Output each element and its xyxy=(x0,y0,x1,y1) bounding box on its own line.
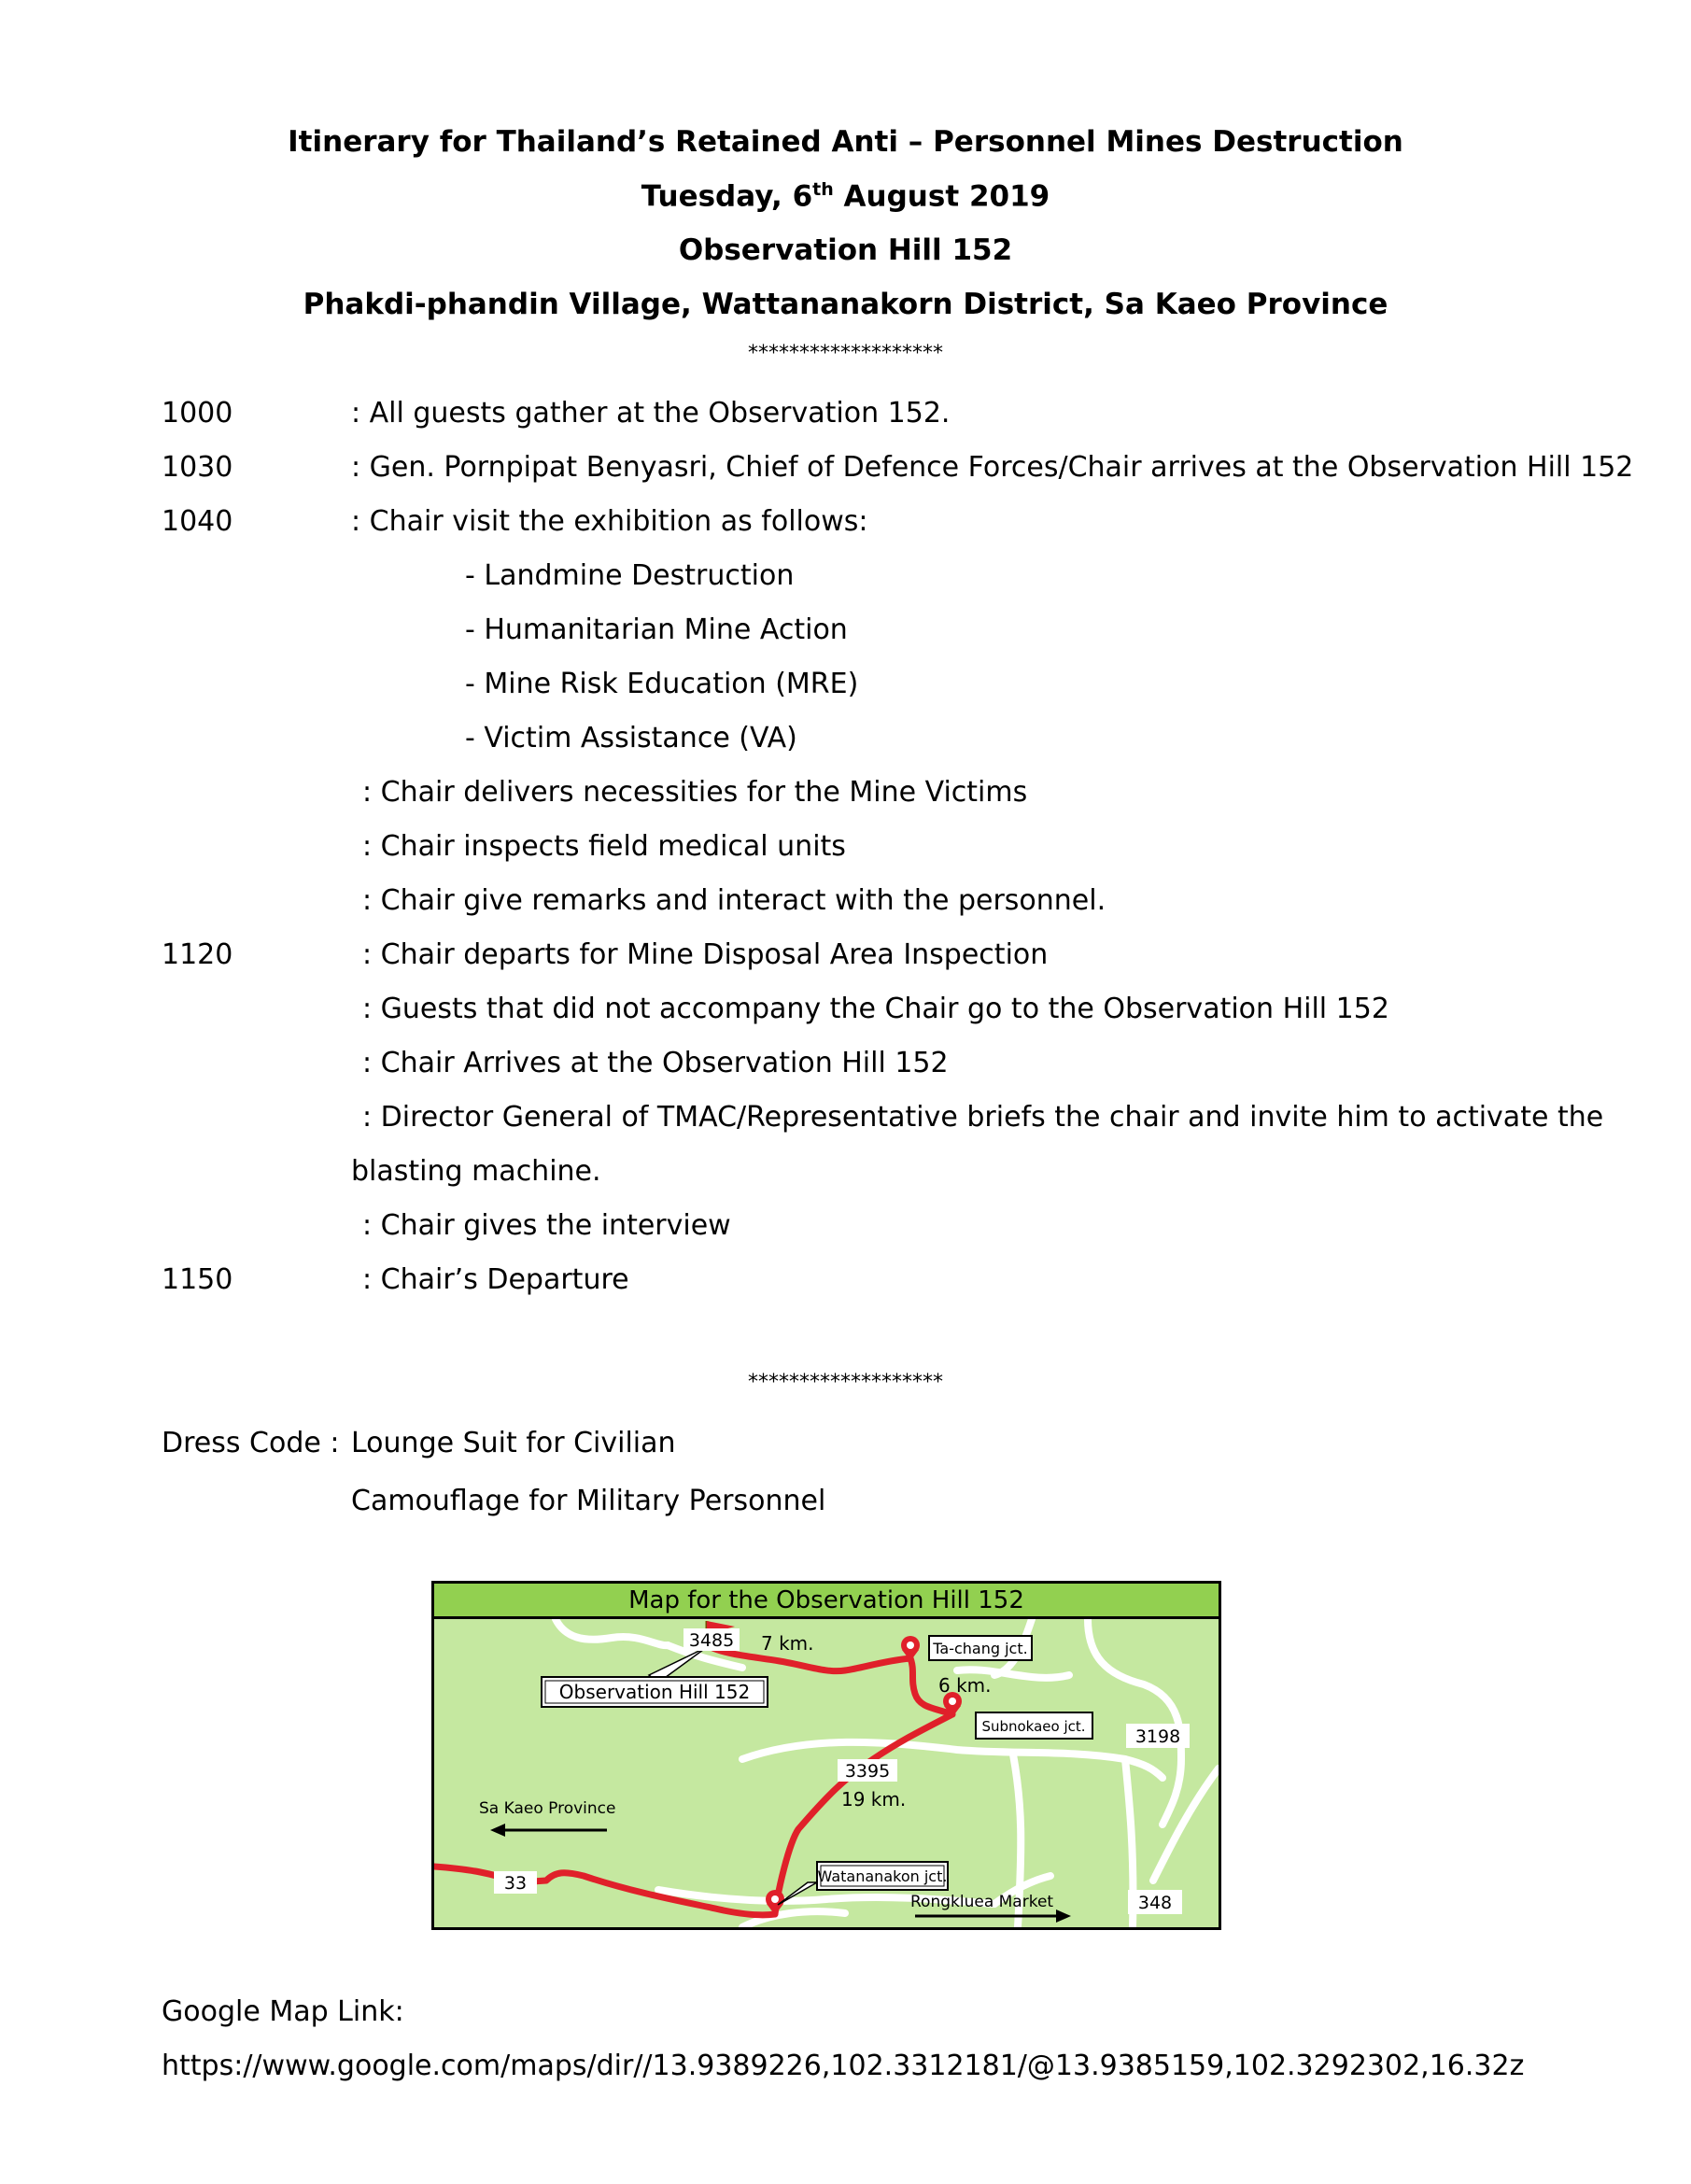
schedule-item: - Landmine Destruction xyxy=(465,559,795,592)
label-sa-kaeo: Sa Kaeo Province xyxy=(479,1799,616,1818)
svg-text:3395: 3395 xyxy=(844,1761,891,1782)
svg-text:Observation Hill 152: Observation Hill 152 xyxy=(558,1681,751,1703)
dress-code-civilian: Lounge Suit for Civilian xyxy=(351,1427,676,1459)
svg-text:Ta-chang jct.: Ta-chang jct. xyxy=(933,1640,1028,1657)
schedule-item: : Chair give remarks and interact with the personnel. xyxy=(362,884,1106,917)
schedule-item: : Chair delivers necessities for the Mine Victims xyxy=(362,776,1028,809)
document-title: Itinerary for Thailand’s Retained Anti – Personnel Mines Destruction xyxy=(288,125,1403,159)
schedule-item: : Gen. Pornpipat Benyasri, Chief of Defence Forces/Chair arrives at the Observation Hill 152 xyxy=(351,451,1634,484)
schedule-item: - Mine Risk Education (MRE) xyxy=(465,668,859,700)
schedule-time: 1030 xyxy=(162,451,233,484)
document-date: Tuesday, 6th August 2019 xyxy=(641,179,1050,214)
map-title: Map for the Observation Hill 152 xyxy=(434,1584,1219,1619)
document-location: Phakdi-phandin Village, Wattananakorn District, Sa Kaeo Province xyxy=(303,288,1388,321)
label-19km: 19 km. xyxy=(841,1788,907,1811)
schedule-item: : Chair gives the interview xyxy=(362,1209,731,1242)
schedule-item: : Chair’s Departure xyxy=(362,1263,629,1296)
schedule-item: : Chair departs for Mine Disposal Area Inspection xyxy=(362,938,1049,971)
schedule-item: : Chair visit the exhibition as follows: xyxy=(351,505,868,538)
separator-bottom: ******************* xyxy=(748,1371,943,1394)
svg-text:33: 33 xyxy=(503,1873,528,1894)
schedule-item: : Director General of TMAC/Representative briefs the chair and invite him to activate the xyxy=(362,1101,1604,1134)
dress-code-military: Camouflage for Military Personnel xyxy=(351,1485,826,1517)
document-venue: Observation Hill 152 xyxy=(678,233,1013,267)
label-subnokaeo xyxy=(976,1712,1092,1739)
label-7km: 7 km. xyxy=(761,1632,814,1655)
schedule-item: : Guests that did not accompany the Chair go to the Observation Hill 152 xyxy=(362,993,1389,1025)
label-3198 xyxy=(1126,1724,1190,1748)
schedule-time: 1000 xyxy=(162,397,233,430)
label-3485 xyxy=(683,1628,740,1651)
schedule-item: : Chair Arrives at the Observation Hill 152 xyxy=(362,1047,949,1079)
svg-text:348: 348 xyxy=(1137,1893,1173,1913)
schedule-item: : All guests gather at the Observation 152. xyxy=(351,397,951,430)
dress-code-label: Dress Code : xyxy=(162,1427,340,1459)
label-3395 xyxy=(838,1759,897,1782)
schedule-item: : Chair inspects field medical units xyxy=(362,830,846,863)
label-obs-hill xyxy=(542,1677,768,1707)
schedule-time: 1040 xyxy=(162,505,233,538)
label-rongkluea: Rongkluea Market xyxy=(910,1893,1054,1911)
map-canvas xyxy=(434,1619,1219,1927)
schedule-item: blasting machine. xyxy=(351,1155,601,1188)
schedule-time: 1150 xyxy=(162,1263,233,1296)
schedule-item: - Victim Assistance (VA) xyxy=(465,722,797,754)
label-6km: 6 km. xyxy=(938,1674,992,1697)
svg-text:Subnokaeo jct.: Subnokaeo jct. xyxy=(981,1718,1086,1735)
svg-text:3485: 3485 xyxy=(688,1630,735,1651)
google-map-label: Google Map Link: xyxy=(162,1995,404,2028)
label-348 xyxy=(1128,1890,1182,1914)
svg-text:3198: 3198 xyxy=(1134,1726,1181,1747)
schedule-item: - Humanitarian Mine Action xyxy=(465,613,848,646)
label-tachang xyxy=(929,1636,1032,1660)
schedule-time: 1120 xyxy=(162,938,233,971)
observation-hill-map xyxy=(431,1581,1221,1930)
label-33 xyxy=(494,1871,537,1894)
google-map-link[interactable]: https://www.google.com/maps/dir//13.9389226,102.3312181/@13.9385159,102.3292302,16.32z xyxy=(162,2050,1525,2082)
svg-text:Watananakon jct.: Watananakon jct. xyxy=(817,1867,948,1885)
separator-top: ******************* xyxy=(748,342,943,365)
label-watananakon xyxy=(817,1862,948,1890)
